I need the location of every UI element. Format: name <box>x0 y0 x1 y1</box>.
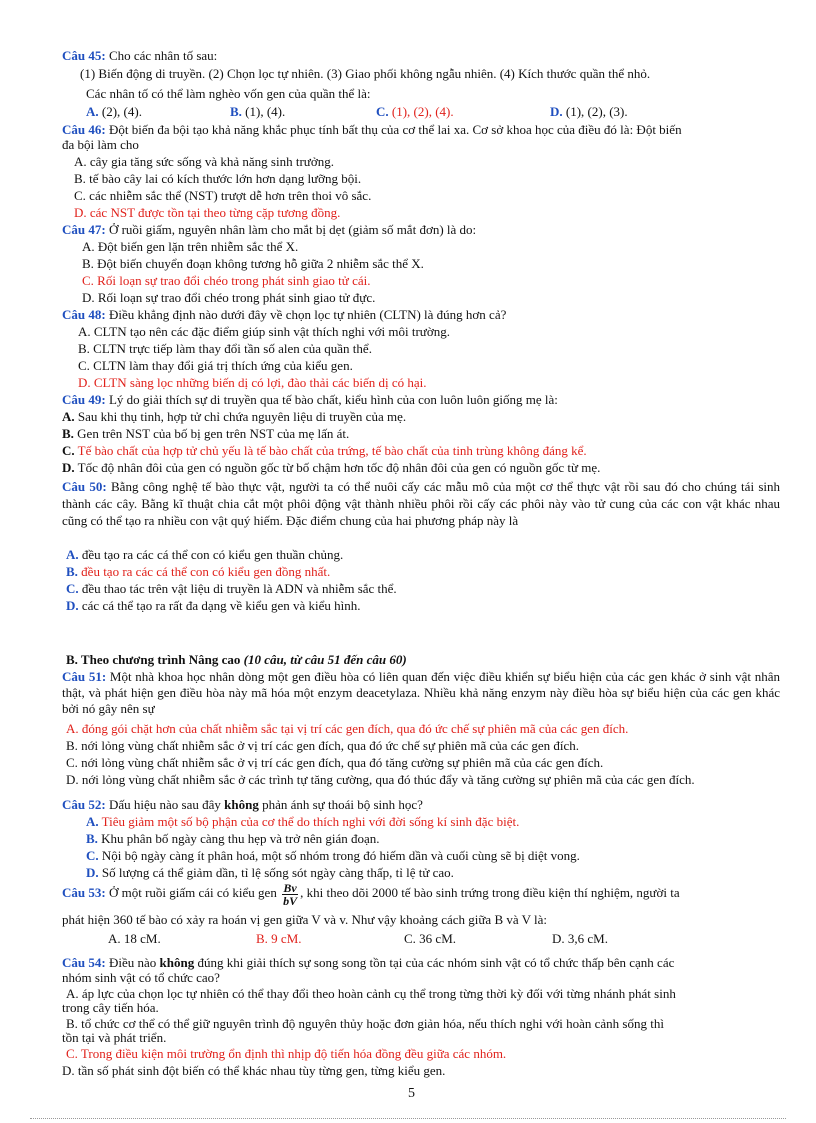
q46-option-a: A. cây gia tăng sức sống và khả năng sinh trưởng. <box>74 154 334 169</box>
q53-stem: Câu 53: Ở một ruồi giấm cái có kiểu gen $\frac{Bv}{bV}$ , khi theo dõi 2000 tế bào sinh trứng trong điều kiện thí nghiệm, người ta <box>62 880 680 908</box>
q52-option-c: C. Nội bộ ngày càng ít phân hoá, một số nhóm trong đó hiếm dần và cuối cùng sẽ bị diệt vong. <box>86 848 580 863</box>
q49-option-b: B. Gen trên NST của bố bị gen trên NST của mẹ lấn át. <box>62 426 350 441</box>
page-footer-divider <box>30 1118 786 1119</box>
q54-option-b-cont: tồn tại và phát triển. <box>62 1030 167 1045</box>
q53-option-d: D. 3,6 cM. <box>552 931 608 946</box>
section-b-heading: B. Theo chương trình Nâng cao (10 câu, từ câu 51 đến câu 60) <box>66 652 407 667</box>
q45-stem2: Các nhân tố có thể làm nghèo vốn gen của quần thể là: <box>86 86 371 101</box>
q53-option-a: A. 18 cM. <box>108 931 161 946</box>
q54-option-c: C. Trong điều kiện môi trường ổn định thì nhịp độ tiến hóa đồng đều giữa các nhóm. <box>66 1046 507 1061</box>
q54-option-d: D. tần số phát sinh đột biến có thể khác nhau tùy từng gen, từng kiểu gen. <box>62 1063 446 1078</box>
page-number: 5 <box>408 1086 415 1101</box>
q47-option-d: D. Rối loạn sự trao đổi chéo trong phát sinh giao tử đực. <box>82 290 376 305</box>
q53-option-b: B. 9 cM. <box>256 931 302 946</box>
q45-factors: (1) Biến động di truyền. (2) Chọn lọc tự nhiên. (3) Giao phối không ngẫu nhiên. (4) Kích thước quần thể nhỏ. <box>80 66 651 81</box>
q50-option-c: C. đều thao tác trên vật liệu di truyền là ADN và nhiễm sắc thể. <box>66 581 397 596</box>
q46-option-c: C. các nhiễm sắc thể (NST) trượt dễ hơn trên thoi vô sắc. <box>74 188 372 203</box>
q54-option-a: A. áp lực của chọn lọc tự nhiên có thể thay đổi theo hoàn cảnh cụ thể trong từng thời kỳ đối với từng nhánh phát sinh <box>66 986 676 1001</box>
q45-stem: Câu 45: Cho các nhân tố sau: <box>62 48 218 63</box>
q54-option-b: B. tổ chức cơ thể có thể giữ nguyên trình độ nguyên thủy hoặc đơn giản hóa, nếu thích nghi với hoàn cảnh sống thì <box>66 1016 664 1031</box>
q48-option-b: B. CLTN trực tiếp làm thay đổi tần số alen của quần thể. <box>78 341 372 356</box>
q53-stem-cont: phát hiện 360 tế bào có xảy ra hoán vị gen giữa V và v. Như vậy khoảng cách giữa B và V là: <box>62 912 548 927</box>
q49-option-d: D. Tốc độ nhân đôi của gen có nguồn gốc từ bố chậm hơn tốc độ nhân đôi của gen có nguồn gốc từ mẹ. <box>62 460 601 475</box>
q50-option-a: A. đều tạo ra các cá thể con có kiểu gen thuần chủng. <box>66 547 344 562</box>
q46-stem: Câu 46: Đột biến đa bội tạo khả năng khắc phục tính bất thụ của cơ thể lai xa. Cơ sở khoa học của điều đó là: Đột biến <box>62 122 682 137</box>
q47-stem: Câu 47: Ở ruồi giấm, nguyên nhân làm cho mắt bị dẹt (giảm số mắt đơn) là do: <box>62 222 477 237</box>
q48-option-c: C. CLTN làm thay đổi giá trị thích ứng của kiểu gen. <box>78 358 353 373</box>
q51-stem: Câu 51: Một nhà khoa học nhân dòng một gen điều hòa có liên quan đến việc điều khiển sự biểu hiện của các gen khác ở sinh vật nhân thật, và phát hiện gen điều hòa này mã hóa một enzym deacetylaza. Nhiều khả năng enzym này điều hòa sự biểu hiện của các gen khác bởi nó gây nên sự <box>62 669 781 716</box>
q45-option-c: C. (1), (2), (4). <box>376 104 454 119</box>
q46-option-b: B. tế bào cây lai có kích thước lớn hơn dạng lưỡng bội. <box>74 171 362 186</box>
q51-option-d: D. nới lỏng vùng chất nhiễm sắc ở các trình tự tăng cường, qua đó thúc đẩy và tăng cường sự phiên mã của các gen đích. <box>66 772 695 787</box>
q50-option-b: B. đều tạo ra các cá thể con có kiểu gen đồng nhất. <box>66 564 331 579</box>
q47-option-a: A. Đột biến gen lặn trên nhiễm sắc thể X. <box>82 239 299 254</box>
q51-option-c: C. nới lỏng vùng chất nhiễm sắc ở vị trí các gen đích, qua đó tăng cường sự phiên mã của các gen đích. <box>66 755 604 770</box>
q48-option-a: A. CLTN tạo nên các đặc điểm giúp sinh vật thích nghi với môi trường. <box>78 324 450 339</box>
q50-stem: Câu 50: Bằng công nghệ tế bào thực vật, người ta có thể nuôi cấy các mẫu mô của một cơ thể thực vật rồi sau đó cho chúng tái sinh thành các cây. Bằng kĩ thuật chia cắt một phôi động vật thành nhiều phôi rồi cấy các phôi này vào tử cung của các con vật khác nhau cũng có thể tạo ra nhiều con vật quý hiếm. Đặc điểm chung của hai phương pháp này là <box>62 479 780 528</box>
genotype-fraction: $\frac{Bv}{bV}$ <box>283 880 298 908</box>
q52-option-a: A. Tiêu giảm một số bộ phận của cơ thể do thích nghi với đời sống kí sinh đặc biệt. <box>86 814 520 829</box>
q45-option-d: D. (1), (2), (3). <box>550 104 628 119</box>
q54-option-a-cont: trong cây tiến hóa. <box>62 1000 159 1015</box>
q54-stem-cont: nhóm sinh vật có tổ chức cao? <box>62 970 220 985</box>
q46-stem-cont: đa bội làm cho <box>62 137 139 152</box>
q49-stem: Câu 49: Lý do giải thích sự di truyền qua tế bào chất, kiểu hình của con luôn luôn giống mẹ là: <box>62 392 558 407</box>
q48-stem: Câu 48: Điều khẳng định nào dưới đây về chọn lọc tự nhiên (CLTN) là đúng hơn cả? <box>62 307 507 322</box>
q49-option-c: C. Tế bào chất của hợp tử chủ yếu là tế bào chất của trứng, tế bào chất của tinh trùng không đáng kể. <box>62 443 587 458</box>
q53-option-c: C. 36 cM. <box>404 931 456 946</box>
q52-option-b: B. Khu phân bố ngày càng thu hẹp và trở nên gián đoạn. <box>86 831 380 846</box>
q50-option-d: D. các cá thể tạo ra rất đa dạng về kiểu gen và kiểu hình. <box>66 598 361 613</box>
q51-option-a: A. đóng gói chặt hơn của chất nhiễm sắc tại vị trí các gen đích, qua đó ức chế sự phiên mã của các gen đích. <box>66 721 629 736</box>
q47-option-c: C. Rối loạn sự trao đổi chéo trong phát sinh giao tử cái. <box>82 273 371 288</box>
q54-stem: Câu 54: Điều nào không đúng khi giải thích sự song song tồn tại của các nhóm sinh vật có tổ chức thấp bên cạnh các <box>62 955 675 970</box>
q48-option-d: D. CLTN sàng lọc những biến dị có lợi, đào thải các biến dị có hại. <box>78 375 427 390</box>
q45-option-a: A. (2), (4). <box>86 104 142 119</box>
q49-option-a: A. Sau khi thụ tinh, hợp tử chỉ chứa nguyên liệu di truyền của mẹ. <box>62 409 407 424</box>
q45-option-b: B. (1), (4). <box>230 104 286 119</box>
q52-option-d: D. Số lượng cá thể giảm dần, tỉ lệ sống sót ngày càng thấp, tỉ lệ tử cao. <box>86 865 454 880</box>
q51-option-b: B. nới lỏng vùng chất nhiễm sắc ở vị trí các gen đích, qua đó ức chế sự phiên mã của các gen đích. <box>66 738 580 753</box>
q47-option-b: B. Đột biến chuyển đoạn không tương hỗ giữa 2 nhiễm sắc thể X. <box>82 256 424 271</box>
q46-option-d: D. các NST được tồn tại theo từng cặp tương đồng. <box>74 205 341 220</box>
q52-stem: Câu 52: Dấu hiệu nào sau đây không phản ánh sự thoái bộ sinh học? <box>62 797 423 812</box>
